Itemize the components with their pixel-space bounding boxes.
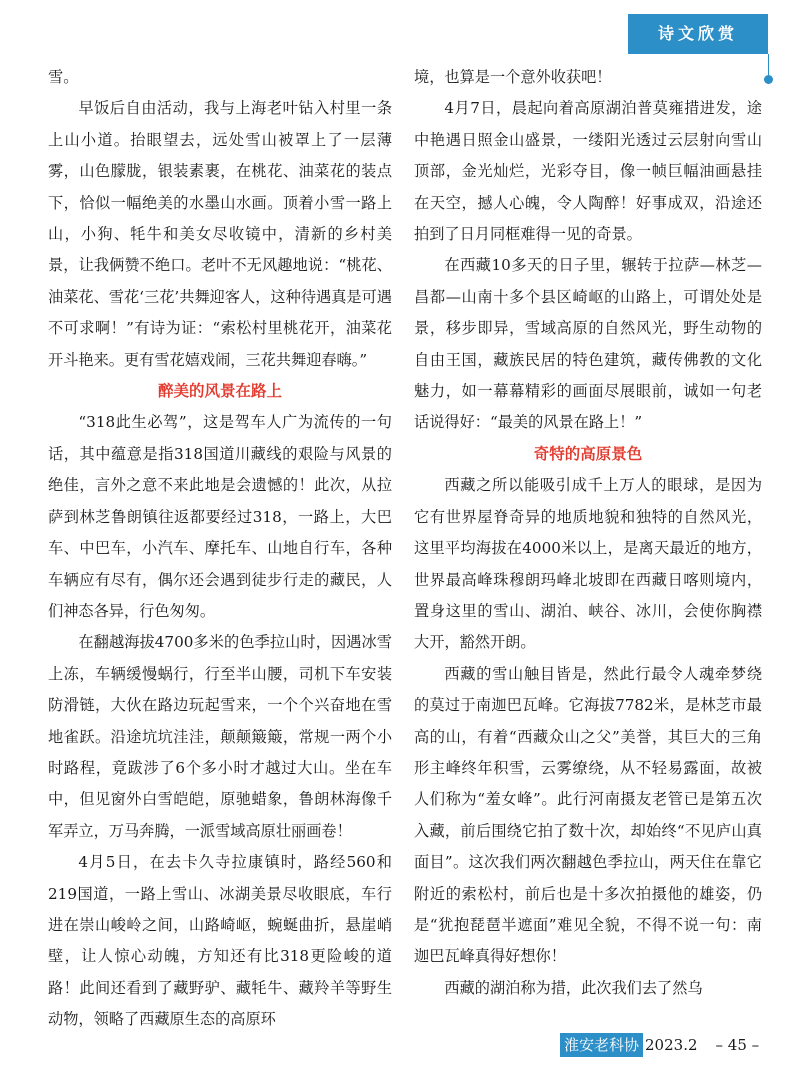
paragraph: 西藏之所以能吸引成千上万人的眼球，是因为它有世界屋脊奇异的地质地貌和独特的自然风光，这里平均海拔在4000米以上，是离天最近的地方，世界最高峰珠穆朗玛峰北坡即在西藏日喀则境内，置身这里的雪山、湖泊、峡谷、冰川，会使你胸襟大开，豁然开朗。 xyxy=(414,476,762,652)
paragraph: 4月7日，晨起向着高原湖泊普莫雍措进发，途中艳遇日照金山盛景，一缕阳光透过云层射向雪山顶部，金光灿烂，光彩夺目，像一帧巨幅油画悬挂在天空，撼人心魄，令人陶醉！好事成双，沿途还拍到了日月同框难得一见的奇景。 xyxy=(414,99,762,244)
publication-brand: 淮安老科协 xyxy=(560,1033,643,1057)
paragraph: 在西藏10多天的日子里，辗转于拉萨—林芝—昌都—山南十多个县区崎岖的山路上，可谓处处是景，移步即异，雪域高原的自然风光，野生动物的自由王国，藏族民居的特色建筑，藏传佛教的文化魅力，如一幕幕精彩的画面尽展眼前，诚如一句老话说得好：“最美的风景在路上！” xyxy=(414,256,762,432)
paragraph: 雪。 xyxy=(48,68,79,86)
right-column xyxy=(414,62,762,1004)
section-heading: 醉美的风景在路上 xyxy=(157,382,282,401)
tab-connector-dot xyxy=(764,75,773,84)
page-footer xyxy=(560,1033,759,1057)
left-column xyxy=(48,62,392,1036)
page-number: – 45 – xyxy=(715,1036,760,1054)
section-heading: 奇特的高原景色 xyxy=(533,444,643,463)
section-title: 诗文欣赏 xyxy=(657,24,738,43)
paragraph: 早饭后自由活动，我与上海老叶钻入村里一条上山小道。抬眼望去，远处雪山被罩上了一层薄雾，山色朦胧，银装素裹，在桃花、油菜花的装点下，恰似一幅绝美的水墨山水画。顶着小雪一路上山，小狗、牦牛和美女尽收镜中，清新的乡村美景，让我俩赞不绝口。老叶不无风趣地说：“桃花、油菜花、雪花‘三花’共舞迎客人，这种待遇真是可遇不可求啊！”有诗为证：“索松村里桃花开，油菜花开斗艳来。更有雪花嬉戏闹，三花共舞迎春嗨。” xyxy=(48,99,392,369)
paragraph: 4月5日，在去卡久寺拉康镇时，路经560和219国道，一路上雪山、冰湖美景尽收眼底，车行进在崇山峻岭之间，山路崎岖，蜿蜒曲折，悬崖峭壁，让人惊心动魄，方知还有比318更险峻的道路！此间还看到了藏野驴、藏牦牛、藏羚羊等野生动物，领略了西藏原生态的高原环 xyxy=(48,853,392,1029)
paragraph: 西藏的湖泊称为措，此次我们去了然乌 xyxy=(444,978,703,997)
issue-number: 2023.2 xyxy=(645,1036,698,1054)
section-tab xyxy=(628,14,768,54)
paragraph: 在翻越海拔4700多米的色季拉山时，因遇冰雪上冻，车辆缓慢蜗行，行至半山腰，司机下车安装防滑链，大伙在路边玩起雪来，一个个兴奋地在雪地雀跃。沿途坑坑洼洼，颠颠簸簸，常规一两个小时路程，竟跋涉了6个多小时才越过大山。坐在车中，但见窗外白雪皑皑，原驰蜡象，鲁朗林海像千军弄立，万马奔腾，一派雪域高原壮丽画卷！ xyxy=(48,633,392,840)
paragraph: “318此生必驾”，这是驾车人广为流传的一句话，其中蕴意是指318国道川藏线的艰险与风景的绝佳，言外之意不来此地是会遗憾的！此次，从拉萨到林芝鲁朗镇往返都要经过318，一路上，大巴车、中巴车，小汽车、摩托车、山地自行车，各种车辆应有尽有，偶尔还会遇到徒步行走的藏民，人们神态各异，行色匆匆。 xyxy=(48,413,392,620)
paragraph: 西藏的雪山触目皆是，然此行最令人魂牵梦绕的莫过于南迦巴瓦峰。它海拔7782米，是林芝市最高的山，有着“西藏众山之父”美誉，其巨大的三角形主峰终年积雪，云雾缭绕，从不轻易露面，故被人们称为“羞女峰”。此行河南摄友老管已是第五次入藏，前后围绕它拍了数十次，却始终“不见庐山真面目”。这次我们两次翻越色季拉山，两天住在靠它附近的索松村，前后也是十多次拍摄他的雄姿，仍是“犹抱琵琶半遮面”难见全貌，不得不说一句：南迦巴瓦峰真得好想你！ xyxy=(414,664,762,966)
paragraph: 境，也算是一个意外收获吧！ xyxy=(414,68,612,86)
